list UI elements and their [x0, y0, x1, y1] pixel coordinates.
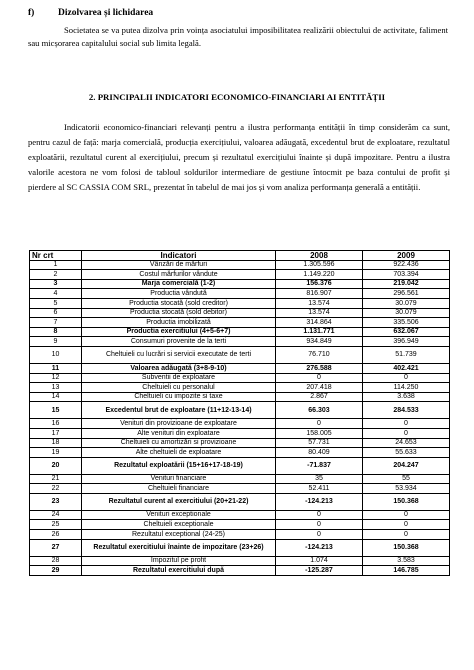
- cell-2009: 150.368: [363, 539, 450, 556]
- cell-indicator: Vânzări de mărfuri: [82, 260, 276, 270]
- table-row: [30, 318, 450, 328]
- cell-2009: 219.042: [363, 279, 450, 289]
- cell-2008: -124.213: [276, 539, 363, 556]
- cell-2008: 0: [276, 520, 363, 530]
- section-paragraph: Indicatorii economico-financiari relevanți pentru a ilustra performanța entității în timp considerăm ca sunt, pentru cazul de față: marja comercială, producția exercițiului, valoarea adăugată, excedentul brut de exploatare, rezultatul exploatării, rezultatul curent al exercițiului, precum și rezultatul exercițiului înainte și după impozitare. Pentru a ilustra valorile acestora ne vom folosi de tabloul soldurilor intermediare de gestiune întocmit pe baza contului de profit și pierdere al SC CASSIA COM SRL, prezentat în tabelul de mai jos și vom analiza performanța generală a entității.: [28, 122, 450, 192]
- cell-indicator: Alte cheltuieli de exploatare: [82, 448, 276, 458]
- cell-nr: 29: [30, 566, 82, 576]
- cell-2008: 80.409: [276, 448, 363, 458]
- subsection-marker: f): [28, 8, 35, 18]
- cell-indicator: Venituri din provizioane de exploatare: [82, 419, 276, 429]
- cell-indicator: Cheltuieli cu personalul: [82, 383, 276, 393]
- cell-indicator: Costul mărfurilor vândute: [82, 270, 276, 280]
- table-row: [30, 383, 450, 393]
- cell-nr: 19: [30, 448, 82, 458]
- table-row: [30, 327, 450, 337]
- cell-nr: 16: [30, 419, 82, 429]
- table-row: [30, 493, 450, 510]
- cell-2009: 0: [363, 373, 450, 383]
- subsection-title: Dizolvarea și lichidarea: [58, 8, 154, 18]
- cell-indicator: Rezultatul exploatării (15+16+17-18-19): [82, 457, 276, 474]
- cell-indicator: Marja comercială (1-2): [82, 279, 276, 289]
- cell-2009: 922.436: [363, 260, 450, 270]
- cell-2008: 0: [276, 419, 363, 429]
- table-row: [30, 298, 450, 308]
- table-row: [30, 279, 450, 289]
- table-row: [30, 260, 450, 270]
- table-row: [30, 419, 450, 429]
- cell-2009: 30.079: [363, 298, 450, 308]
- table-row: [30, 474, 450, 484]
- cell-2008: 13.574: [276, 308, 363, 318]
- cell-2008: 13.574: [276, 298, 363, 308]
- cell-indicator: Alte venituri din exploatare: [82, 428, 276, 438]
- cell-2008: -125.287: [276, 566, 363, 576]
- cell-indicator: Productia stocată (sold creditor): [82, 298, 276, 308]
- table-row: [30, 457, 450, 474]
- cell-nr: 20: [30, 457, 82, 474]
- table-row: [30, 566, 450, 576]
- cell-2008: 934.849: [276, 337, 363, 347]
- cell-nr: 14: [30, 392, 82, 402]
- cell-2009: 0: [363, 428, 450, 438]
- cell-2009: 53.934: [363, 484, 450, 494]
- cell-2008: 1.305.596: [276, 260, 363, 270]
- cell-indicator: Cheltuieli exceptionale: [82, 520, 276, 530]
- table-row: [30, 520, 450, 530]
- cell-indicator: Cheltuieli cu amortizări si provizioane: [82, 438, 276, 448]
- cell-2008: 35: [276, 474, 363, 484]
- cell-indicator: Cheltuieli cu impozite si taxe: [82, 392, 276, 402]
- header-2009: 2009: [363, 251, 450, 261]
- cell-indicator: Rezultatul curent al exercitiului (20+21-22): [82, 493, 276, 510]
- cell-nr: 26: [30, 530, 82, 540]
- cell-2009: 24.653: [363, 438, 450, 448]
- cell-indicator: Rezultatul exercitiului după: [82, 566, 276, 576]
- cell-nr: 1: [30, 260, 82, 270]
- cell-2009: 3.583: [363, 556, 450, 566]
- cell-2008: 1.074: [276, 556, 363, 566]
- table-row: [30, 308, 450, 318]
- cell-nr: 24: [30, 510, 82, 520]
- cell-2009: 335.506: [363, 318, 450, 328]
- cell-nr: 6: [30, 308, 82, 318]
- cell-2009: 0: [363, 530, 450, 540]
- cell-2008: -71.837: [276, 457, 363, 474]
- cell-nr: 8: [30, 327, 82, 337]
- cell-indicator: Productia vândută: [82, 289, 276, 299]
- cell-2009: 150.368: [363, 493, 450, 510]
- cell-2008: 0: [276, 510, 363, 520]
- cell-2008: 0: [276, 373, 363, 383]
- table-row: [30, 270, 450, 280]
- table-row: [30, 484, 450, 494]
- cell-2009: 114.250: [363, 383, 450, 393]
- cell-2009: 284.533: [363, 402, 450, 419]
- cell-2009: 55: [363, 474, 450, 484]
- cell-2008: 207.418: [276, 383, 363, 393]
- table-row: [30, 438, 450, 448]
- cell-2009: 396.949: [363, 337, 450, 347]
- cell-2009: 402.421: [363, 363, 450, 373]
- table-row: [30, 428, 450, 438]
- cell-2008: 314.864: [276, 318, 363, 328]
- cell-indicator: Productia imobilizată: [82, 318, 276, 328]
- cell-indicator: Productia exercitiului (4+5-6+7): [82, 327, 276, 337]
- indicators-table: [29, 250, 450, 576]
- cell-2008: 66.303: [276, 402, 363, 419]
- cell-indicator: Rezultatul exercitiului înainte de impozitare (23+26): [82, 539, 276, 556]
- cell-indicator: Subventii de exploatare: [82, 373, 276, 383]
- cell-2009: 0: [363, 520, 450, 530]
- table-row: [30, 373, 450, 383]
- cell-nr: 27: [30, 539, 82, 556]
- cell-2008: 52.411: [276, 484, 363, 494]
- table-row: [30, 510, 450, 520]
- cell-2009: 3.638: [363, 392, 450, 402]
- cell-nr: 28: [30, 556, 82, 566]
- cell-indicator: Productia stocată (sold debitor): [82, 308, 276, 318]
- cell-2009: 55.633: [363, 448, 450, 458]
- cell-2008: 1.131.771: [276, 327, 363, 337]
- header-2008: 2008: [276, 251, 363, 261]
- cell-2009: 632.067: [363, 327, 450, 337]
- table-row: [30, 363, 450, 373]
- cell-nr: 11: [30, 363, 82, 373]
- cell-indicator: Valoarea adăugată (3+8-9-10): [82, 363, 276, 373]
- cell-nr: 10: [30, 346, 82, 363]
- table-row: [30, 530, 450, 540]
- cell-nr: 18: [30, 438, 82, 448]
- cell-nr: 12: [30, 373, 82, 383]
- table-row: [30, 539, 450, 556]
- header-indicator: Indicatori: [82, 251, 276, 261]
- table-row: [30, 346, 450, 363]
- subsection-heading: [28, 8, 153, 18]
- cell-indicator: Venituri exceptionale: [82, 510, 276, 520]
- cell-2009: 204.247: [363, 457, 450, 474]
- table-row: [30, 448, 450, 458]
- cell-indicator: Impozitul pe profit: [82, 556, 276, 566]
- cell-2008: 0: [276, 530, 363, 540]
- table-row: [30, 337, 450, 347]
- cell-nr: 2: [30, 270, 82, 280]
- cell-indicator: Cheltuieli financiare: [82, 484, 276, 494]
- cell-nr: 9: [30, 337, 82, 347]
- cell-2008: 816.907: [276, 289, 363, 299]
- table-row: [30, 402, 450, 419]
- cell-2009: 146.785: [363, 566, 450, 576]
- cell-indicator: Rezultatul exceptional (24-25): [82, 530, 276, 540]
- cell-2008: 2.867: [276, 392, 363, 402]
- cell-indicator: Cheltuieli cu lucrări si servicii executate de terti: [82, 346, 276, 363]
- cell-nr: 22: [30, 484, 82, 494]
- cell-nr: 25: [30, 520, 82, 530]
- cell-nr: 7: [30, 318, 82, 328]
- table-header-row: [30, 251, 450, 261]
- cell-indicator: Consumuri provenite de la terti: [82, 337, 276, 347]
- cell-2008: 76.710: [276, 346, 363, 363]
- cell-2008: 276.588: [276, 363, 363, 373]
- cell-2008: 57.731: [276, 438, 363, 448]
- cell-nr: 5: [30, 298, 82, 308]
- cell-nr: 15: [30, 402, 82, 419]
- header-nr: Nr crt: [30, 251, 82, 261]
- cell-2008: 1.149.220: [276, 270, 363, 280]
- cell-2008: -124.213: [276, 493, 363, 510]
- subsection-paragraph: Societatea se va putea dizolva prin voința asociatului imposibilitatea realizării obiectului de activitate, faliment sau micșorarea capitalului social sub limita legală.: [28, 25, 448, 48]
- cell-2009: 0: [363, 510, 450, 520]
- cell-2009: 30.079: [363, 308, 450, 318]
- section-title: 2. PRINCIPALII INDICATORI ECONOMICO-FINANCIARI AI ENTITĂȚII: [88, 92, 386, 102]
- cell-nr: 13: [30, 383, 82, 393]
- cell-nr: 3: [30, 279, 82, 289]
- cell-nr: 17: [30, 428, 82, 438]
- table-row: [30, 392, 450, 402]
- table-row: [30, 289, 450, 299]
- cell-2009: 0: [363, 419, 450, 429]
- cell-2009: 703.394: [363, 270, 450, 280]
- cell-nr: 21: [30, 474, 82, 484]
- cell-2008: 158.005: [276, 428, 363, 438]
- cell-nr: 23: [30, 493, 82, 510]
- cell-indicator: Venituri financiare: [82, 474, 276, 484]
- cell-indicator: Excedentul brut de exploatare (11+12-13-14): [82, 402, 276, 419]
- cell-2009: 296.561: [363, 289, 450, 299]
- table-row: [30, 556, 450, 566]
- cell-2008: 156.376: [276, 279, 363, 289]
- cell-2009: 51.739: [363, 346, 450, 363]
- cell-nr: 4: [30, 289, 82, 299]
